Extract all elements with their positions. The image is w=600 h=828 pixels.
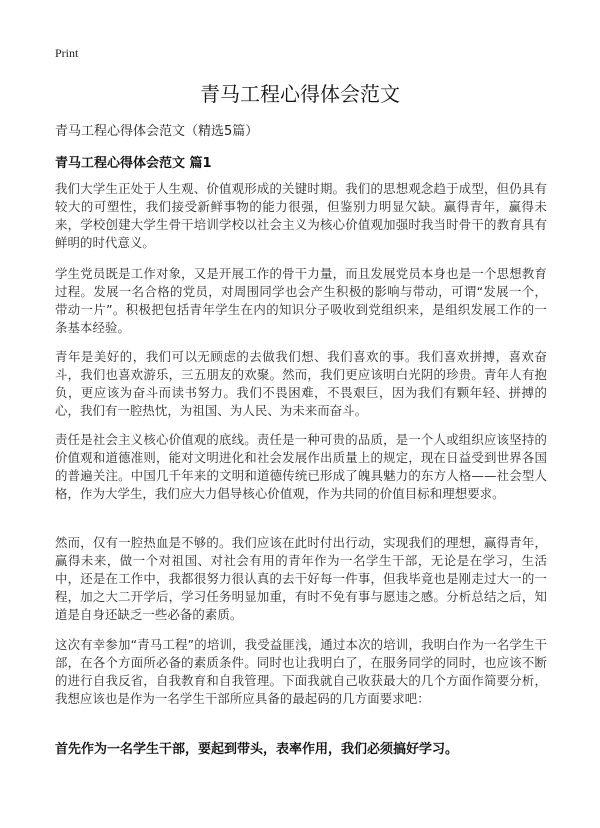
page-title: 青马工程心得体会范文 — [200, 82, 400, 106]
paragraph: 然而，仅有一腔热血是不够的。我们应该在此时付出行动，实现我们的理想，赢得青年，赢得未来，做一个对祖国、对社会有用的青年作为一名学生干部，无论是在学习，生活中，还是在工作中，我都很努力很认真的去干好每一件事，但我毕竟也是刚走过大一的一程，加之大二开学后，学习任务明显加重，有时不免有事与愿违之感。分析总结之后，知道是自身还缺乏一些必备的素质。 — [55, 535, 547, 622]
paragraph: 我们大学生正处于人生观、价值观形成的关键时期。我们的思想观念趋于成型，但仍具有较大的可塑性，我们接受新鲜事物的能力很强，但鉴别力明显欠缺。赢得青年，赢得未来，学校创建大学生骨干培训学校以社会主义为核心价值观加强时我当时骨干的教育具有鲜明的时代意义。 — [55, 181, 547, 250]
subtitle: 青马工程心得体会范文（精选5篇） — [55, 124, 259, 139]
paragraph: 责任是社会主义核心价值观的底线。责任是一种可贵的品质，是一个人或组织应该坚持的价值观和道德准则，能对文明进化和社会发展作出质量上的规定，现在日益受到世界各国的普遍关注。中国几千年来的文明和道德传统已形成了魄具魅力的东方人格——社会型人格，作为大学生，我们应大力倡导核心价值观，作为共同的价值目标和理想要求。 — [55, 432, 547, 501]
paragraph: 青年是美好的，我们可以无顾虑的去做我们想、我们喜欢的事。我们喜欢拼搏，喜欢奋斗，我们也喜欢游乐，三五朋友的欢聚。然而，我们更应该明白光阴的珍贵。青年人有抱负，更应该为奋斗而读书努力。我们不畏困难，不畏艰巨，因为我们有颗年轻、拼搏的心，我们有一腔热忱，为祖国、为人民、为未来而奋斗。 — [55, 349, 547, 418]
paragraph: 这次有幸参加“青马工程”的培训，我受益匪浅，通过本次的培训，我明白作为一名学生干部，在各个方面所必备的素质条件。同时也让我明白了，在服务同学的同时，也应该不断的进行自我反省，自我教育和自我管理。下面我就自己收获最大的几个方面作简要分析，我想应该也是作为一名学生干部所应具备的最起码的几方面要求吧： — [55, 637, 547, 706]
print-link[interactable]: Print — [55, 46, 79, 60]
bold-statement: 首先作为一名学生干部，要起到带头，表率作用，我们必须搞好学习。 — [55, 742, 459, 757]
paragraph: 学生党员既是工作对象，又是开展工作的骨干力量，而且发展党员本身也是一个思想教育过程。发展一名合格的党员，对周围同学也会产生积极的影响与带动，可谓“发展一个，带动一片”。积极把包括青年学生在内的知识分子吸收到党组织来，是组织发展工作的一条基本经验。 — [55, 266, 547, 335]
section-heading: 青马工程心得体会范文 篇1 — [55, 156, 212, 171]
